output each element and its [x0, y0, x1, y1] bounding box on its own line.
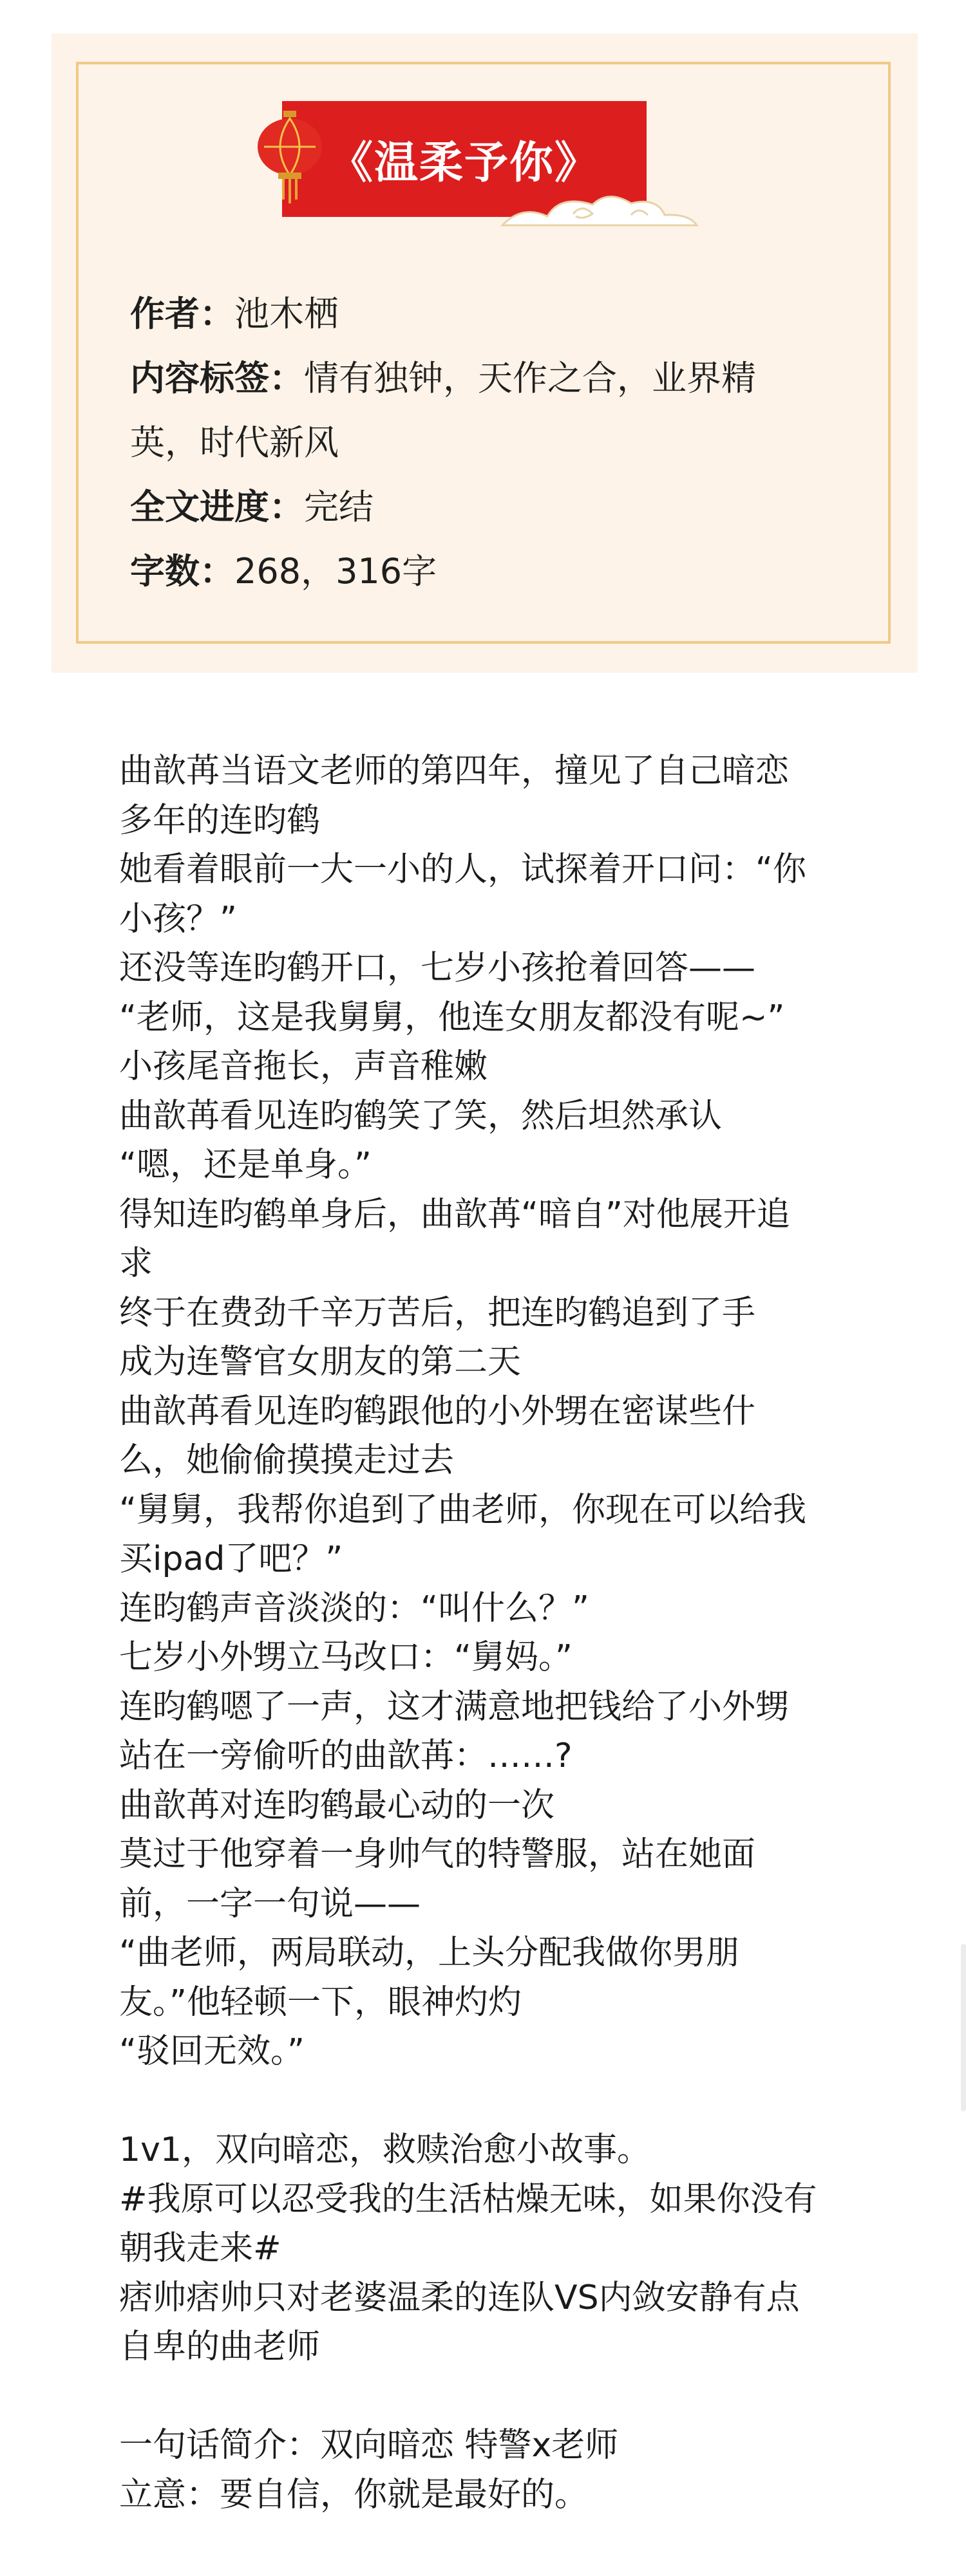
book-title: 《温柔予你》 [328, 137, 600, 189]
synopsis-line: “舅舅，我帮你追到了曲老师，你现在可以给我 [119, 1490, 806, 1529]
synopsis-line: 自卑的曲老师 [119, 2328, 321, 2366]
synopsis-line: 曲歆苒看见连昀鹤跟他的小外甥在密谋些什 [119, 1392, 756, 1431]
tags-value-continued: 英，时代新风 [130, 422, 339, 463]
synopsis [119, 747, 860, 2519]
word-count-value: 268，316字 [234, 551, 437, 592]
synopsis-line: 终于在费劲千辛万苦后，把连昀鹤追到了手 [119, 1293, 756, 1332]
synopsis-line: 成为连警官女朋友的第二天 [119, 1343, 522, 1381]
synopsis-line: “老师，这是我舅舅，他连女朋友都没有呢~” [119, 998, 785, 1037]
synopsis-line: 得知连昀鹤单身后，曲歆苒“暗自”对他展开追 [119, 1195, 790, 1234]
synopsis-line: 曲歆苒看见连昀鹤笑了笑，然后坦然承认 [119, 1096, 723, 1135]
synopsis-line: 买ipad了吧？” [119, 1540, 343, 1578]
synopsis-line: 一句话简介：双向暗恋 特警x老师 [119, 2426, 619, 2465]
synopsis-line: 莫过于他穿着一身帅气的特警服，站在她面 [119, 1835, 756, 1874]
synopsis-line: 曲歆苒对连昀鹤最心动的一次 [119, 1786, 555, 1825]
author-line [130, 291, 339, 337]
synopsis-line: 连昀鹤嗯了一声，这才满意地把钱给了小外甥 [119, 1687, 790, 1726]
word-count-label: 字数： [130, 551, 234, 592]
synopsis-line: 站在一旁偷听的曲歆苒：……? [119, 1737, 573, 1775]
synopsis-line: #我原可以忍受我的生活枯燥无味，如果你没有 [119, 2179, 817, 2219]
tags-line-continued [130, 420, 339, 466]
synopsis-line: 多年的连昀鹤 [119, 801, 321, 840]
synopsis-line: 1v1，双向暗恋，救赎治愈小故事。 [119, 2131, 650, 2169]
lantern-icon [251, 109, 328, 206]
synopsis-line: 前，一字一句说—— [119, 1884, 421, 1923]
synopsis-spacer [119, 2372, 860, 2422]
synopsis-line: “曲老师，两局联动，上头分配我做你男朋 [119, 1934, 739, 1972]
word-count-line [130, 548, 437, 595]
synopsis-line: “驳回无效。” [119, 2032, 305, 2071]
progress-value: 完结 [304, 487, 374, 527]
synopsis-line: 朝我走来# [119, 2229, 281, 2268]
synopsis-line: “嗯，还是单身。” [119, 1146, 372, 1184]
progress-label: 全文进度： [130, 487, 304, 527]
tags-value: 情有独钟，天作之合，业界精 [304, 358, 756, 398]
synopsis-line: 曲歆苒当语文老师的第四年，撞见了自己暗恋 [119, 752, 790, 790]
synopsis-line: 立意：要自信，你就是最好的。 [119, 2475, 589, 2514]
synopsis-line: 求 [119, 1244, 153, 1283]
author-label: 作者： [130, 294, 234, 334]
synopsis-line: 还没等连昀鹤开口，七岁小孩抢着回答—— [119, 949, 756, 987]
synopsis-line: 连昀鹤声音淡淡的：“叫什么？” [119, 1589, 589, 1628]
synopsis-spacer [119, 2077, 860, 2126]
tags-label: 内容标签： [130, 358, 304, 398]
synopsis-line: 么，她偷偷摸摸走过去 [119, 1441, 455, 1480]
synopsis-line: 友。”他轻顿一下，眼神灼灼 [119, 1983, 522, 2022]
tags-line [130, 355, 756, 402]
cloud-icon [496, 185, 702, 237]
author-value: 池木栖 [234, 294, 339, 334]
scrollbar[interactable] [961, 1944, 966, 2111]
synopsis-line: 小孩尾音拖长，声音稚嫩 [119, 1047, 488, 1086]
synopsis-line: 小孩？” [119, 899, 237, 938]
synopsis-line: 痞帅痞帅只对老婆温柔的连队VS内敛安静有点 [119, 2278, 800, 2317]
progress-line [130, 484, 374, 530]
synopsis-line: 她看着眼前一大一小的人，试探着开口问：“你 [119, 850, 806, 889]
synopsis-line: 七岁小外甥立马改口：“舅妈。” [119, 1638, 573, 1677]
